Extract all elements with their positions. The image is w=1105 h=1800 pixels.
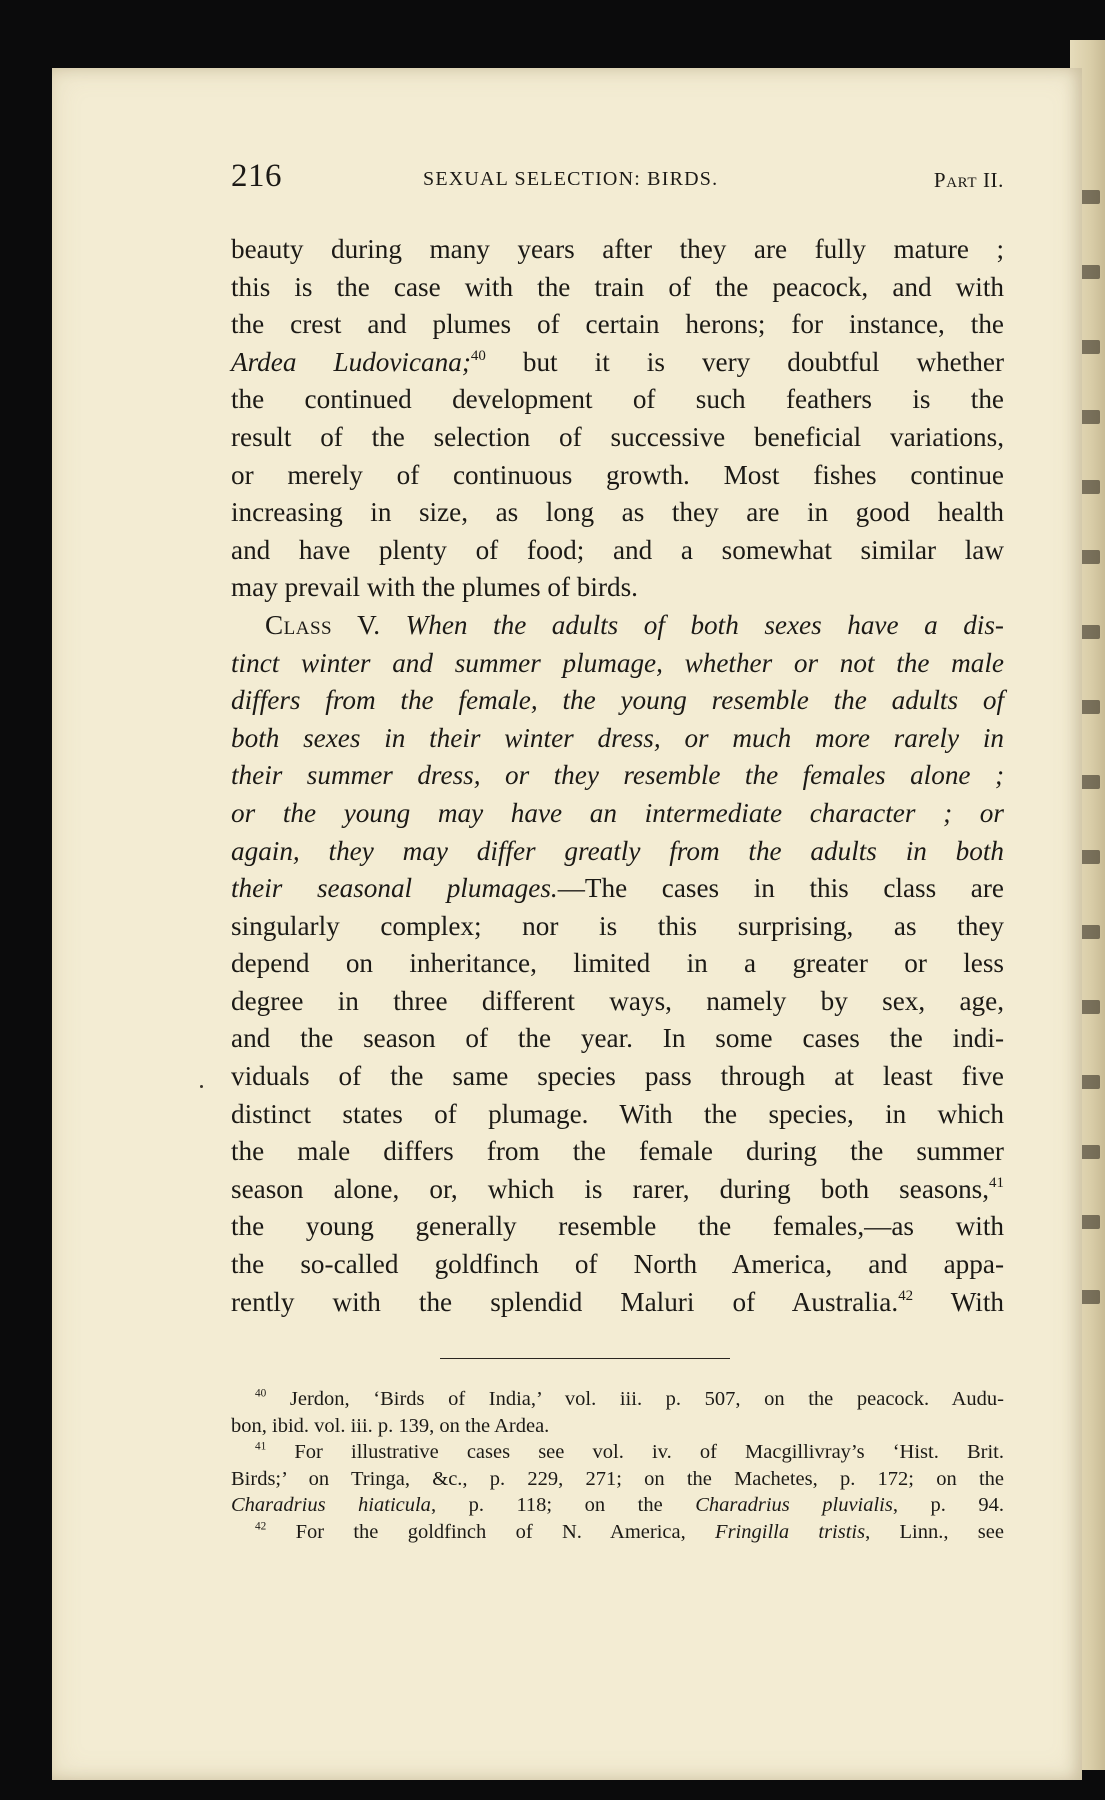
footnote-rule [440,1358,730,1359]
body-line: the so-called goldfinch of North America, and appa- [231,1249,1004,1280]
body-line: their summer dress, or they resemble the females alone ; [231,760,1004,791]
stray-ink-mark [200,1085,203,1088]
body-line: Ardea Ludovicana;$^{40}$ but it is very doubtful whether [231,346,1005,377]
body-line: or the young may have an intermediate character ; or [231,797,1004,828]
body-line: increasing in size, as long as they are in good health [231,497,1004,528]
running-title: SEXUAL SELECTION: BIRDS. [423,168,719,190]
body-line: beauty during many years after they are fully mature ; [231,234,1004,264]
footnote-line: Charadrius hiaticula, p. 118; on the Charadrius pluvialis, p. 94. [231,1494,1004,1517]
body-line: the crest and plumes of certain herons; for instance, the [231,309,1004,340]
body-line: their seasonal plumages.—The cases in this class are [231,873,1004,904]
body-line: or merely of continuous growth. Most fishes continue [231,459,1004,490]
body-line: depend on inheritance, limited in a greater or less [231,948,1004,979]
body-line: result of the selection of successive beneficial variations, [231,421,1004,452]
body-text [231,231,1004,1321]
body-line: again, they may differ greatly from the adults in both [231,835,1004,866]
body-line: may prevail with the plumes of birds. [231,572,638,603]
body-line: the continued development of such feathers is the [231,384,1004,415]
body-line: distinct states of plumage. With the species, in which [231,1098,1004,1129]
body-line: the young generally resemble the females,—as with [231,1211,1004,1242]
footnote-line: $^{41}$ For illustrative cases see vol. iv. of Macgillivray’s ‘Hist. Brit. [255,1440,1004,1464]
body-line: degree in three different ways, namely by sex, age, [231,985,1004,1016]
body-line: and the season of the year. In some cases the indi- [231,1023,1004,1054]
body-line: and have plenty of food; and a somewhat similar law [231,534,1004,565]
body-line: Class V. When the adults of both sexes have a dis- [265,609,1004,640]
body-line: singularly complex; nor is this surprising, as they [231,910,1004,941]
footnote-line: bon, ibid. vol. iii. p. 139, on the Ardea. [231,1414,550,1437]
body-line: rently with the splendid Maluri of Australia.$^{42}$ With [231,1286,1005,1317]
footnotes [231,1386,1004,1546]
body-line: season alone, or, which is rarer, during both seasons,$^{41}$ [231,1173,1004,1204]
body-line: tinct winter and summer plumage, whether or not the male [231,647,1004,678]
body-line: both sexes in their winter dress, or much more rarely in [231,722,1004,753]
body-line: viduals of the same species pass through at least five [231,1061,1004,1092]
body-line: this is the case with the train of the peacock, and with [231,271,1004,302]
body-line: differs from the female, the young resemble the adults of [231,685,1004,716]
footnote-line: $^{40}$ Jerdon, ‘Birds of India,’ vol. iii. p. 507, on the peacock. Audu- [255,1387,1004,1410]
footnote-line: $^{42}$ For the goldfinch of N. America, Fringilla tristis, Linn., see [255,1520,1004,1543]
footnote-line: Birds;’ on Tringa, &c., p. 229, 271; on the Machetes, p. 172; on the [231,1467,1004,1490]
page-header [231,158,1004,202]
page-number: 216 [231,158,282,194]
body-line: the male differs from the female during the summer [231,1136,1004,1167]
part-label: Part II. [933,168,1004,192]
